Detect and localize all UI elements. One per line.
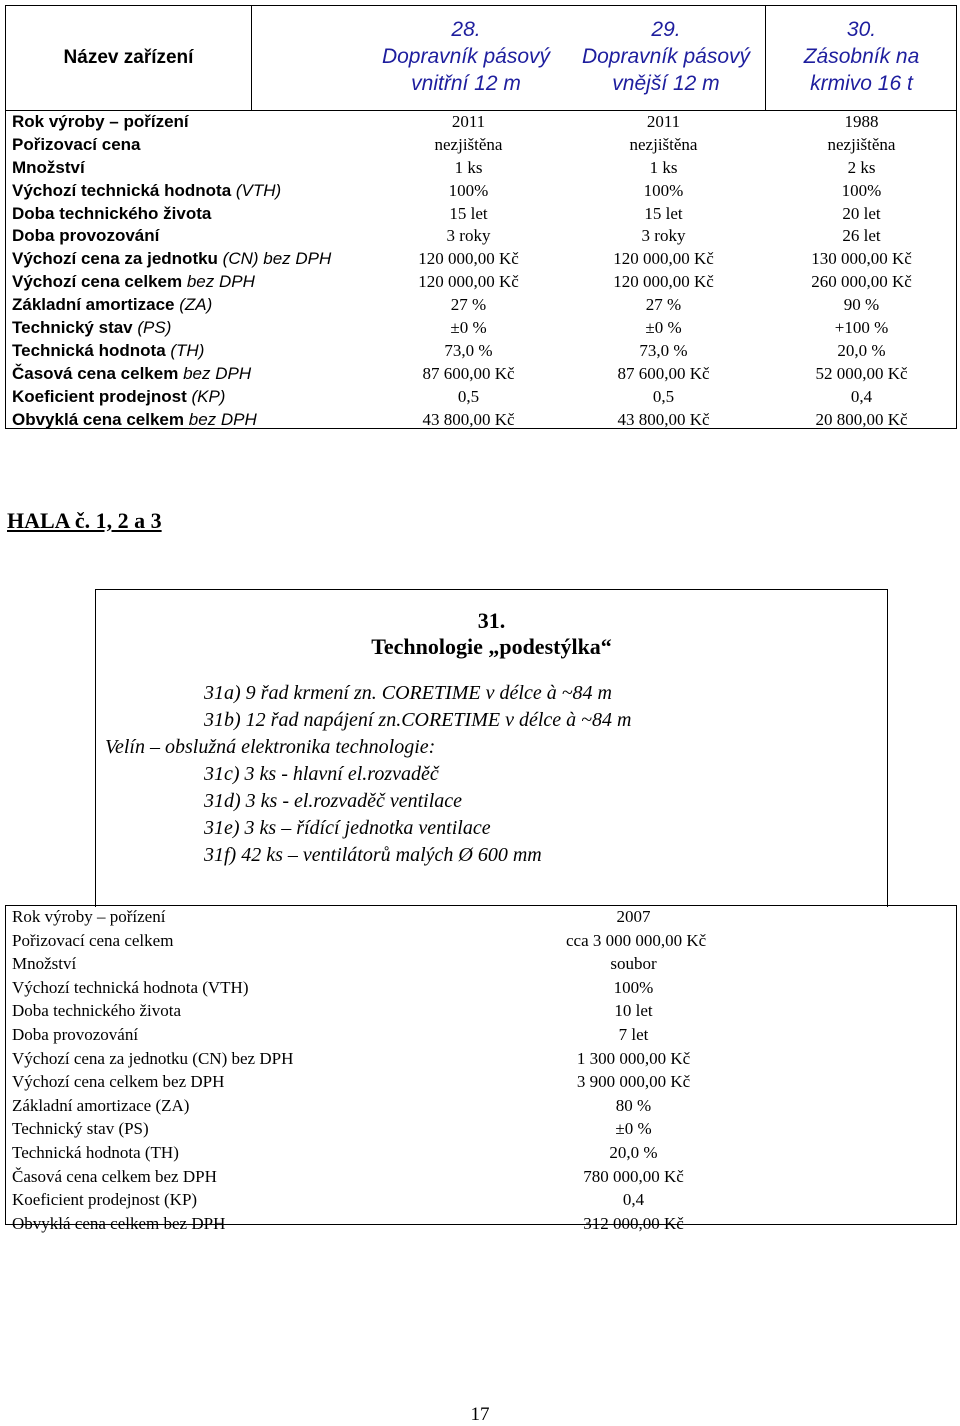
col-name-line1: Zásobník na xyxy=(803,45,920,68)
table-row xyxy=(6,386,956,409)
value-cell: 100% xyxy=(448,180,489,200)
value-cell: 27 % xyxy=(450,295,487,315)
value-cell: 15 let xyxy=(449,203,488,223)
col-name-line2: vnitřní 12 m xyxy=(411,72,521,95)
value-cell: 10 let xyxy=(614,1001,653,1021)
item-number: 31. xyxy=(477,608,506,633)
component-line: 31b) 12 řad napájení zn.CORETIME v délce à ~84 m xyxy=(204,709,632,731)
value-cell: 87 600,00 Kč xyxy=(422,363,515,383)
value-cell: 7 let xyxy=(618,1024,649,1044)
col-number: 29. xyxy=(651,18,681,41)
value-cell: ±0 % xyxy=(615,1119,652,1139)
row-label: Výchozí technická hodnota (VTH) xyxy=(12,180,282,200)
table-row xyxy=(6,1070,956,1094)
col-name-line1: Dopravník pásový xyxy=(581,45,751,68)
table-row xyxy=(6,203,956,226)
row-label: Pořizovací cena celkem xyxy=(12,930,174,950)
value-cell: 43 800,00 Kč xyxy=(422,409,515,429)
table-row xyxy=(6,1117,956,1141)
value-cell: 73,0 % xyxy=(639,340,688,360)
value-cell: 2007 xyxy=(616,907,651,926)
value-cell: 120 000,00 Kč xyxy=(418,272,519,292)
table-row xyxy=(6,905,956,929)
value-cell: 0,5 xyxy=(457,386,480,406)
table-row xyxy=(6,999,956,1023)
value-cell: 2011 xyxy=(451,112,486,131)
table-body xyxy=(6,905,956,1235)
row-label: Technický stav (PS) xyxy=(12,318,172,338)
col-name-line2: vnější 12 m xyxy=(612,72,720,95)
value-cell: 20 800,00 Kč xyxy=(815,409,908,429)
value-cell: +100 % xyxy=(834,318,889,338)
value-cell: 0,4 xyxy=(850,386,873,406)
row-label: Množství xyxy=(12,157,85,177)
row-label: Výchozí cena celkem bez DPH xyxy=(12,272,255,292)
value-cell: 3 roky xyxy=(446,226,491,246)
row-label: Technická hodnota (TH) xyxy=(12,1142,179,1162)
row-label: Výchozí cena za jednotku (CN) bez DPH xyxy=(12,249,332,269)
page-number: 17 xyxy=(470,1404,490,1425)
table-row xyxy=(6,294,956,317)
header-equipment-name: Název zařízení xyxy=(63,47,194,68)
col-name-line1: Dopravník pásový xyxy=(381,45,551,68)
value-cell: 780 000,00 Kč xyxy=(583,1166,684,1186)
component-line: 31c) 3 ks - hlavní el.rozvaděč xyxy=(204,763,439,785)
value-cell: 1 ks xyxy=(649,157,678,177)
table-row xyxy=(6,976,956,1000)
value-cell: 3 roky xyxy=(641,226,686,246)
value-cell: 73,0 % xyxy=(444,340,493,360)
row-label: Doba technického života xyxy=(12,203,212,223)
row-label: Koeficient prodejnost (KP) xyxy=(12,386,226,406)
value-cell: nezjištěna xyxy=(434,134,503,154)
value-cell: 43 800,00 Kč xyxy=(617,409,710,429)
table-row xyxy=(6,340,956,363)
table-row xyxy=(6,111,956,134)
table-row xyxy=(6,271,956,294)
value-cell: 100% xyxy=(841,180,882,200)
hall-heading: HALA č. 1, 2 a 3 xyxy=(7,508,162,533)
value-cell: 52 000,00 Kč xyxy=(815,363,908,383)
col-name-line2: krmivo 16 t xyxy=(810,72,913,95)
value-cell: 312 000,00 Kč xyxy=(583,1213,684,1233)
table-row xyxy=(6,180,956,203)
value-cell: nezjištěna xyxy=(827,134,896,154)
component-line: 31d) 3 ks - el.rozvaděč ventilace xyxy=(204,790,463,812)
value-cell: 1 300 000,00 Kč xyxy=(576,1048,691,1068)
value-cell: soubor xyxy=(610,954,657,974)
equipment-table-28-30 xyxy=(5,5,957,429)
value-cell: 15 let xyxy=(644,203,683,223)
technology-valuation-table xyxy=(5,905,957,1233)
header-col-29 xyxy=(566,6,766,110)
table-row xyxy=(6,157,956,180)
value-cell: 20,0 % xyxy=(609,1142,658,1162)
col-number: 30. xyxy=(846,18,877,41)
row-label: Doba provozování xyxy=(12,226,160,246)
value-cell: 2 ks xyxy=(847,157,876,177)
table-row xyxy=(6,1023,956,1047)
value-cell: 0,5 xyxy=(652,386,675,406)
row-label: Doba provozování xyxy=(12,1024,139,1044)
row-label: Doba technického života xyxy=(12,1001,181,1021)
table-row xyxy=(6,1047,956,1071)
value-cell: 120 000,00 Kč xyxy=(418,249,519,269)
value-cell: 26 let xyxy=(842,226,881,246)
value-cell: ±0 % xyxy=(450,318,487,338)
row-label: Základní amortizace (ZA) xyxy=(12,295,213,315)
value-cell: 130 000,00 Kč xyxy=(811,249,912,269)
item-title: Technologie „podestýlka“ xyxy=(371,634,612,659)
row-label: Technická hodnota (TH) xyxy=(12,340,205,360)
value-cell: 20 let xyxy=(842,203,881,223)
value-cell: ±0 % xyxy=(645,318,682,338)
table-body xyxy=(6,111,956,431)
table-row xyxy=(6,1212,956,1236)
technology-box xyxy=(95,589,888,907)
value-cell: 100% xyxy=(613,977,654,997)
row-label: Koeficient prodejnost (KP) xyxy=(12,1190,198,1210)
table-row xyxy=(6,363,956,386)
table-row xyxy=(6,929,956,953)
value-cell: 80 % xyxy=(615,1095,652,1115)
component-line: Velín – obslužná elektronika technologie: xyxy=(105,736,436,758)
component-line: 31f) 42 ks – ventilátorů malých Ø 600 mm xyxy=(204,844,542,866)
table-row xyxy=(6,317,956,340)
value-cell: 27 % xyxy=(645,295,682,315)
row-label: Obvyklá cena celkem bez DPH xyxy=(12,409,257,429)
table-row xyxy=(6,1165,956,1189)
value-cell: 20,0 % xyxy=(837,340,886,360)
value-cell: 87 600,00 Kč xyxy=(617,363,710,383)
component-line: 31a) 9 řad krmení zn. CORETIME v délce à ~84 m xyxy=(204,682,612,704)
header-col-28 xyxy=(366,6,566,110)
table-row xyxy=(6,248,956,271)
value-cell: cca 3 000 000,00 Kč xyxy=(566,930,707,950)
value-cell: 120 000,00 Kč xyxy=(613,249,714,269)
value-cell: 260 000,00 Kč xyxy=(811,272,912,292)
row-label: Základní amortizace (ZA) xyxy=(12,1095,190,1115)
value-cell: 1 ks xyxy=(454,157,483,177)
row-label: Výchozí technická hodnota (VTH) xyxy=(12,977,249,997)
col-number: 28. xyxy=(451,18,481,41)
table-row xyxy=(6,1188,956,1212)
row-label: Výchozí cena celkem bez DPH xyxy=(12,1072,225,1092)
row-label: Obvyklá cena celkem bez DPH xyxy=(12,1213,226,1233)
row-label: Rok výroby – pořízení xyxy=(12,907,166,926)
value-cell: 2011 xyxy=(646,112,681,131)
column-divider xyxy=(251,6,252,110)
row-label: Časová cena celkem bez DPH xyxy=(12,1166,217,1186)
value-cell: nezjištěna xyxy=(629,134,698,154)
row-label: Množství xyxy=(12,954,77,974)
table-row xyxy=(6,952,956,976)
row-label: Technický stav (PS) xyxy=(12,1119,149,1139)
component-line: 31e) 3 ks – řídící jednotka ventilace xyxy=(204,817,491,839)
row-label: Pořizovací cena xyxy=(12,134,141,154)
table-row xyxy=(6,1141,956,1165)
row-label: Výchozí cena za jednotku (CN) bez DPH xyxy=(12,1048,294,1068)
value-cell: 100% xyxy=(643,180,684,200)
value-cell: 1988 xyxy=(844,112,879,131)
table-row xyxy=(6,1094,956,1118)
table-row xyxy=(6,409,956,432)
row-label: Časová cena celkem bez DPH xyxy=(12,363,252,383)
row-label: Rok výroby – pořízení xyxy=(12,112,189,131)
value-cell: 0,4 xyxy=(622,1190,645,1210)
value-cell: 120 000,00 Kč xyxy=(613,272,714,292)
table-row xyxy=(6,225,956,248)
table-row xyxy=(6,134,956,157)
value-cell: 90 % xyxy=(843,295,880,315)
header-col-30 xyxy=(765,6,958,110)
value-cell: 3 900 000,00 Kč xyxy=(576,1072,691,1092)
